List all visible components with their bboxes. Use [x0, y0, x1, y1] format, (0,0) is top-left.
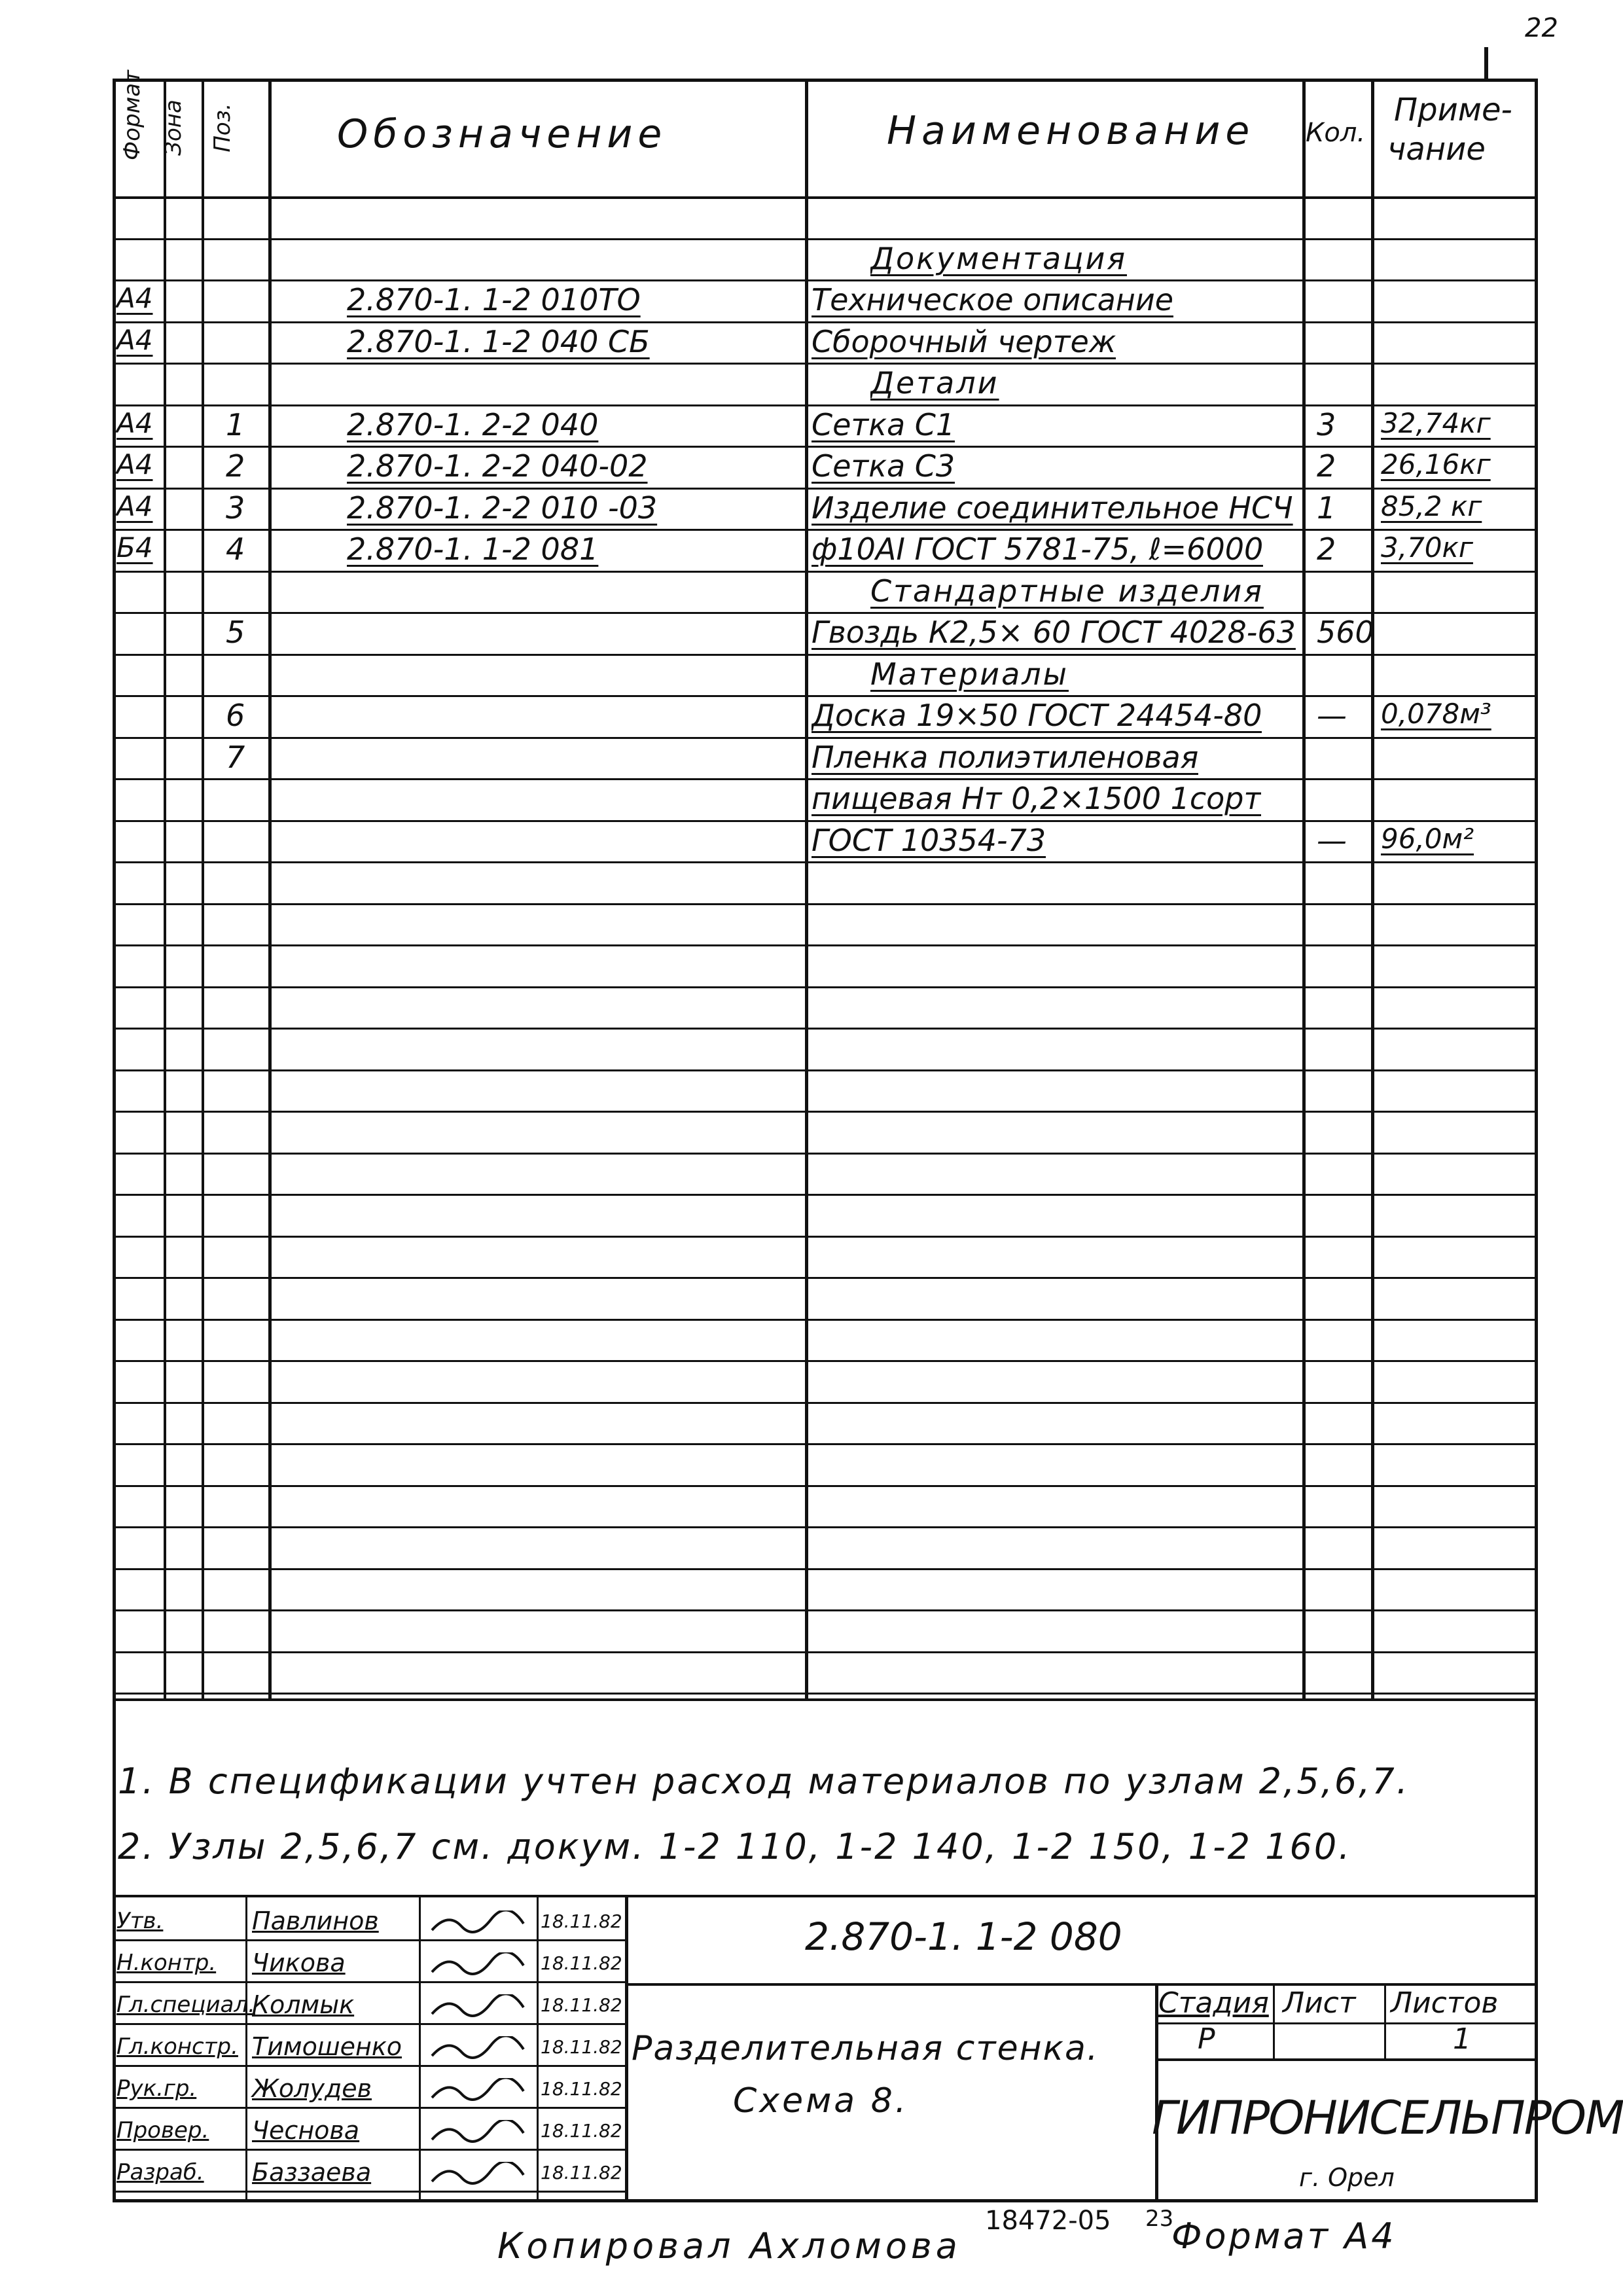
signature-role: Гл.специал. [116, 1992, 255, 2018]
table-bottom-line [113, 1698, 1538, 1701]
signature-date: 18.11.82 [541, 2120, 622, 2142]
signature-scribble-icon [429, 1994, 527, 2019]
cell-qty: — [1317, 698, 1347, 733]
signature-name: Жолудев [252, 2074, 372, 2103]
signature-role: Рук.гр. [116, 2075, 197, 2102]
sheets-value: 1 [1453, 2022, 1471, 2056]
row-line [113, 571, 1538, 573]
signature-name: Колмык [252, 1990, 355, 2019]
cell-note: 32,74кг [1381, 406, 1491, 439]
note-1: 1. В спецификации учтен расход материалов по узлам 2,5,6,7. [118, 1761, 1410, 1802]
signature-row-line [113, 2191, 625, 2193]
signature-name: Баззаева [252, 2158, 372, 2187]
row-line [113, 1568, 1538, 1570]
signature-role: Гл.констр. [116, 2034, 238, 2060]
stage-label: Стадия [1158, 1986, 1269, 2020]
signature-name: Чеснова [252, 2116, 360, 2145]
cell-name: Изделие соединительное НСЧ [812, 490, 1293, 526]
cell-designation: 2.870-1. 1-2 040 СБ [347, 323, 650, 359]
signature-scribble-icon [429, 2036, 527, 2061]
row-line [113, 695, 1538, 697]
row-line [113, 529, 1538, 531]
cell-note: 26,16кг [1381, 448, 1491, 480]
row-line [113, 1277, 1538, 1279]
row-line [113, 1319, 1538, 1321]
signature-row-line [113, 2107, 625, 2109]
cell-qty: 2 [1317, 531, 1336, 567]
header-note-1: Приме- [1394, 92, 1512, 128]
cell-format: А4 [116, 448, 153, 480]
signature-name: Павлинов [252, 1907, 379, 1935]
row-line [113, 612, 1538, 614]
cell-format: А4 [116, 406, 153, 439]
corner-tick [1484, 47, 1488, 80]
cell-format: Б4 [116, 531, 153, 564]
cell-designation: 2.870-1. 1-2 010ТО [347, 282, 641, 317]
cell-pos: 6 [226, 698, 245, 733]
cell-pos: 5 [226, 615, 245, 650]
signature-date: 18.11.82 [541, 1994, 622, 2016]
note-2: 2. Узлы 2,5,6,7 см. докум. 1-2 110, 1-2 140, 1-2 150, 1-2 160. [118, 1826, 1352, 1867]
cell-name: Детали [870, 365, 999, 401]
signature-name: Чикова [252, 1948, 346, 1977]
row-line [113, 1069, 1538, 1071]
cell-name: Сетка С3 [812, 448, 955, 484]
signature-date: 18.11.82 [541, 2078, 622, 2100]
row-line [113, 1693, 1538, 1695]
header-designation: Обозначение [337, 111, 668, 157]
stage-value: Р [1198, 2022, 1215, 2056]
row-line [113, 1609, 1538, 1611]
header-qty: Кол. [1306, 118, 1366, 148]
cell-pos: 3 [226, 490, 245, 526]
row-line [113, 1443, 1538, 1445]
footer-num: 23 [1145, 2206, 1174, 2232]
row-line [113, 778, 1538, 780]
cell-qty: 560 [1317, 615, 1374, 650]
row-line [113, 1194, 1538, 1196]
header-zone: Зона [160, 99, 187, 156]
cell-note: 3,70кг [1381, 531, 1473, 564]
cell-name: Сборочный чертеж [812, 323, 1116, 359]
row-line [113, 1360, 1538, 1362]
signature-date: 18.11.82 [541, 2162, 622, 2183]
signature-row-line [113, 2065, 625, 2067]
signature-scribble-icon [429, 2162, 527, 2187]
cell-format: А4 [116, 490, 153, 522]
cell-name: Пленка полиэтиленовая [812, 739, 1199, 775]
cell-name: ГОСТ 10354-73 [812, 822, 1046, 858]
row-line [113, 986, 1538, 988]
row-line [113, 279, 1538, 281]
row-line [113, 238, 1538, 240]
cell-format: А4 [116, 323, 153, 356]
cell-designation: 2.870-1. 2-2 040 [347, 406, 599, 442]
row-line [113, 654, 1538, 656]
signature-scribble-icon [429, 2078, 527, 2103]
signature-role: Разраб. [116, 2159, 204, 2185]
cell-pos: 7 [226, 739, 245, 775]
header-line [113, 196, 1538, 199]
cell-name: Документация [870, 240, 1128, 276]
row-line [113, 1111, 1538, 1113]
cell-name: Стандартные изделия [870, 573, 1264, 609]
sheet-label: Лист [1283, 1986, 1356, 2020]
row-line [113, 446, 1538, 448]
footer-copied: Копировал Ахломова [497, 2225, 961, 2267]
signature-scribble-icon [429, 1910, 527, 1935]
row-line [113, 903, 1538, 905]
row-line [113, 488, 1538, 490]
cell-designation: 2.870-1. 1-2 081 [347, 531, 599, 567]
cell-pos: 4 [226, 531, 245, 567]
cell-name: Сетка С1 [812, 406, 955, 442]
signature-name: Тимошенко [252, 2032, 402, 2061]
cell-designation: 2.870-1. 2-2 040-02 [347, 448, 648, 484]
cell-qty: 1 [1317, 490, 1336, 526]
row-line [113, 1236, 1538, 1238]
cell-format: А4 [116, 282, 153, 314]
signature-row-line [113, 2149, 625, 2151]
signature-scribble-icon [429, 2120, 527, 2145]
header-format: Формат [119, 70, 145, 160]
cell-pos: 2 [226, 448, 245, 484]
cell-qty: 2 [1317, 448, 1336, 484]
signature-role: Н.контр. [116, 1950, 217, 1976]
org-name: ГИПРОНИСЕЛЬПРОМ [1152, 2091, 1623, 2145]
cell-name: Техническое описание [812, 282, 1174, 317]
footer-format: Формат А4 [1171, 2215, 1397, 2257]
row-line [113, 737, 1538, 739]
row-line [113, 1485, 1538, 1487]
cell-qty: 3 [1317, 406, 1336, 442]
row-line [113, 1651, 1538, 1653]
signature-role: Провер. [116, 2117, 209, 2144]
cell-note: 96,0м² [1381, 822, 1474, 855]
title-line-1: Разделительная стенка. [632, 2029, 1099, 2068]
cell-name: Доска 19×50 ГОСТ 24454-80 [812, 698, 1262, 733]
sheets-label: Листов [1391, 1986, 1499, 2020]
cell-designation: 2.870-1. 2-2 010 -03 [347, 490, 658, 526]
signature-date: 18.11.82 [541, 1952, 622, 1974]
doc-number: 2.870-1. 1-2 080 [805, 1914, 1122, 1959]
drawing-frame [115, 70, 1538, 2202]
footer-code: 18472-05 [985, 2206, 1111, 2236]
header-pos: Поз. [209, 103, 236, 152]
title-line-2: Схема 8. [733, 2081, 909, 2121]
header-name: Наименование [887, 108, 1255, 154]
row-line [113, 363, 1538, 365]
row-line [113, 1028, 1538, 1030]
cell-name: Материалы [870, 656, 1069, 692]
header-note-2: чание [1387, 131, 1486, 168]
row-line [113, 1402, 1538, 1404]
cell-name: Гвоздь К2,5× 60 ГОСТ 4028-63 [812, 615, 1296, 650]
row-line [113, 1153, 1538, 1155]
row-line [113, 1526, 1538, 1528]
signature-row-line [113, 2023, 625, 2025]
frame-left [113, 79, 116, 2202]
signature-row-line [113, 1939, 625, 1941]
row-line [113, 820, 1538, 822]
row-line [113, 321, 1538, 323]
signature-scribble-icon [429, 1952, 527, 1977]
cell-pos: 1 [226, 406, 245, 442]
row-line [113, 404, 1538, 406]
signature-role: Утв. [116, 1908, 164, 1934]
cell-note: 85,2 кг [1381, 490, 1482, 522]
org-city: г. Орел [1299, 2163, 1395, 2192]
signature-row-line [113, 1981, 625, 1983]
cell-name: пищевая Нт 0,2×1500 1сорт [812, 781, 1262, 816]
cell-note: 0,078м³ [1381, 698, 1491, 730]
corner-mark: 22 [1525, 13, 1558, 43]
row-line [113, 944, 1538, 946]
signature-date: 18.11.82 [541, 2036, 622, 2058]
row-line [113, 861, 1538, 863]
cell-name: ф10АI ГОСТ 5781-75, ℓ=6000 [812, 531, 1264, 567]
signature-date: 18.11.82 [541, 1910, 622, 1932]
cell-qty: — [1317, 822, 1347, 858]
